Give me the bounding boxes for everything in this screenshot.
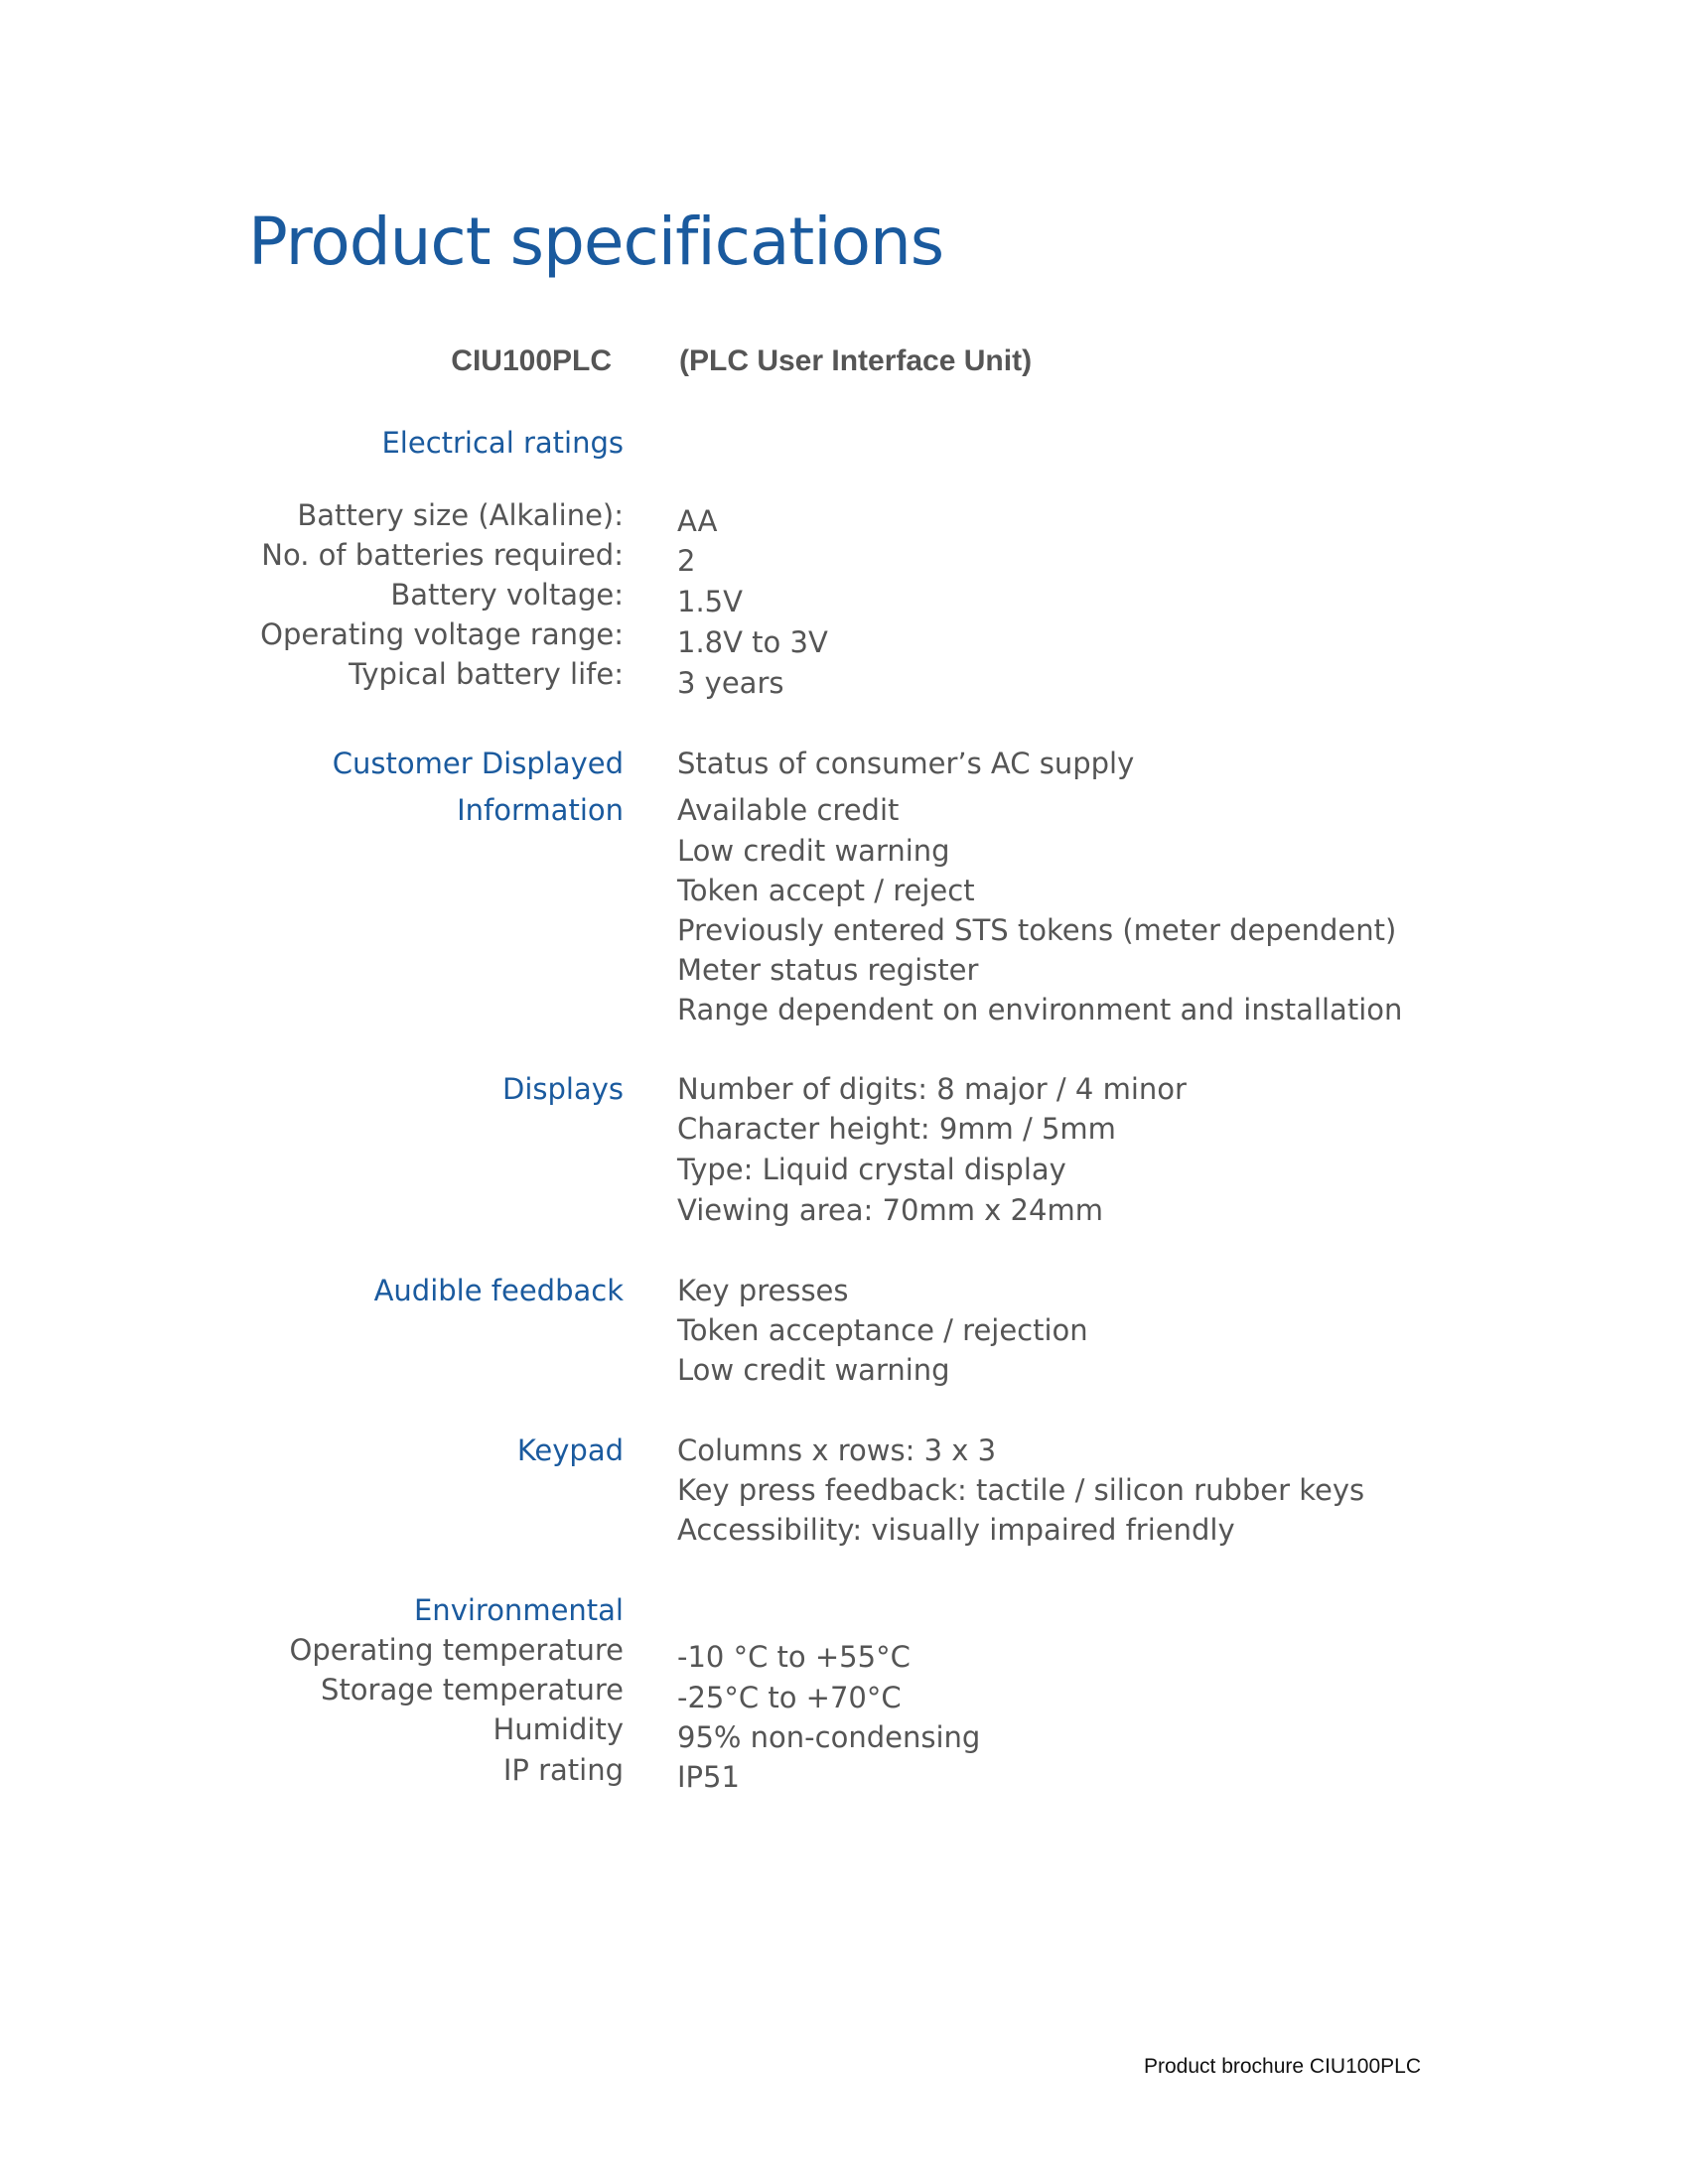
section-heading-audible: Audible feedback [373, 1274, 624, 1307]
spec-value: Low credit warning [677, 834, 950, 868]
spec-value: Key press feedback: tactile / silicon rubber keys [677, 1473, 1365, 1507]
spec-value: Token accept / reject [677, 874, 975, 907]
spec-value: 3 years [677, 666, 784, 700]
section-heading-customer-info-line2: Information [457, 793, 624, 827]
spec-value: -10 °C to +55°C [677, 1640, 911, 1674]
spec-value: AA [677, 504, 718, 538]
model-description: (PLC User Interface Unit) [679, 344, 1033, 377]
spec-value: Viewing area: 70mm x 24mm [677, 1193, 1103, 1227]
section-heading-customer-info: Customer Displayed [332, 747, 624, 780]
spec-label: Battery size (Alkaline): [297, 498, 624, 532]
spec-label: Humidity [492, 1712, 624, 1746]
spec-value: Meter status register [677, 953, 979, 987]
spec-label: Operating voltage range: [260, 617, 624, 651]
spec-value: Key presses [677, 1274, 849, 1307]
spec-label: Typical battery life: [349, 657, 624, 691]
spec-value: Columns x rows: 3 x 3 [677, 1433, 997, 1467]
spec-value: Accessibility: visually impaired friendly [677, 1513, 1235, 1547]
spec-value: Character height: 9mm / 5mm [677, 1112, 1116, 1146]
section-heading-keypad: Keypad [516, 1433, 624, 1467]
section-heading-displays: Displays [501, 1072, 624, 1106]
spec-value: Status of consumer’s AC supply [677, 747, 1135, 780]
section-heading-electrical: Electrical ratings [381, 426, 624, 460]
footer-text: Product brochure CIU100PLC [1144, 2055, 1421, 2078]
spec-value: Available credit [677, 793, 900, 827]
spec-value: Previously entered STS tokens (meter dependent) [677, 913, 1397, 947]
spec-value: 1.8V to 3V [677, 625, 828, 659]
spec-label: Operating temperature [289, 1633, 624, 1667]
spec-value: 2 [677, 544, 696, 578]
spec-label: No. of batteries required: [261, 538, 624, 572]
spec-value: Low credit warning [677, 1353, 950, 1387]
spec-label: Storage temperature [321, 1673, 624, 1706]
spec-label: IP rating [502, 1753, 624, 1787]
spec-label: Battery voltage: [390, 578, 624, 612]
spec-value: 1.5V [677, 585, 743, 618]
section-heading-environmental: Environmental [413, 1593, 624, 1627]
spec-value: IP51 [677, 1760, 740, 1794]
spec-value: Number of digits: 8 major / 4 minor [677, 1072, 1187, 1106]
spec-value: -25°C to +70°C [677, 1681, 902, 1714]
spec-value: Token acceptance / rejection [677, 1313, 1088, 1347]
spec-value: Type: Liquid crystal display [677, 1153, 1066, 1186]
spec-value: Range dependent on environment and installation [677, 993, 1403, 1026]
page-title: Product specifications [248, 204, 944, 280]
model-code: CIU100PLC [451, 344, 612, 377]
spec-value: 95% non-condensing [677, 1720, 981, 1754]
